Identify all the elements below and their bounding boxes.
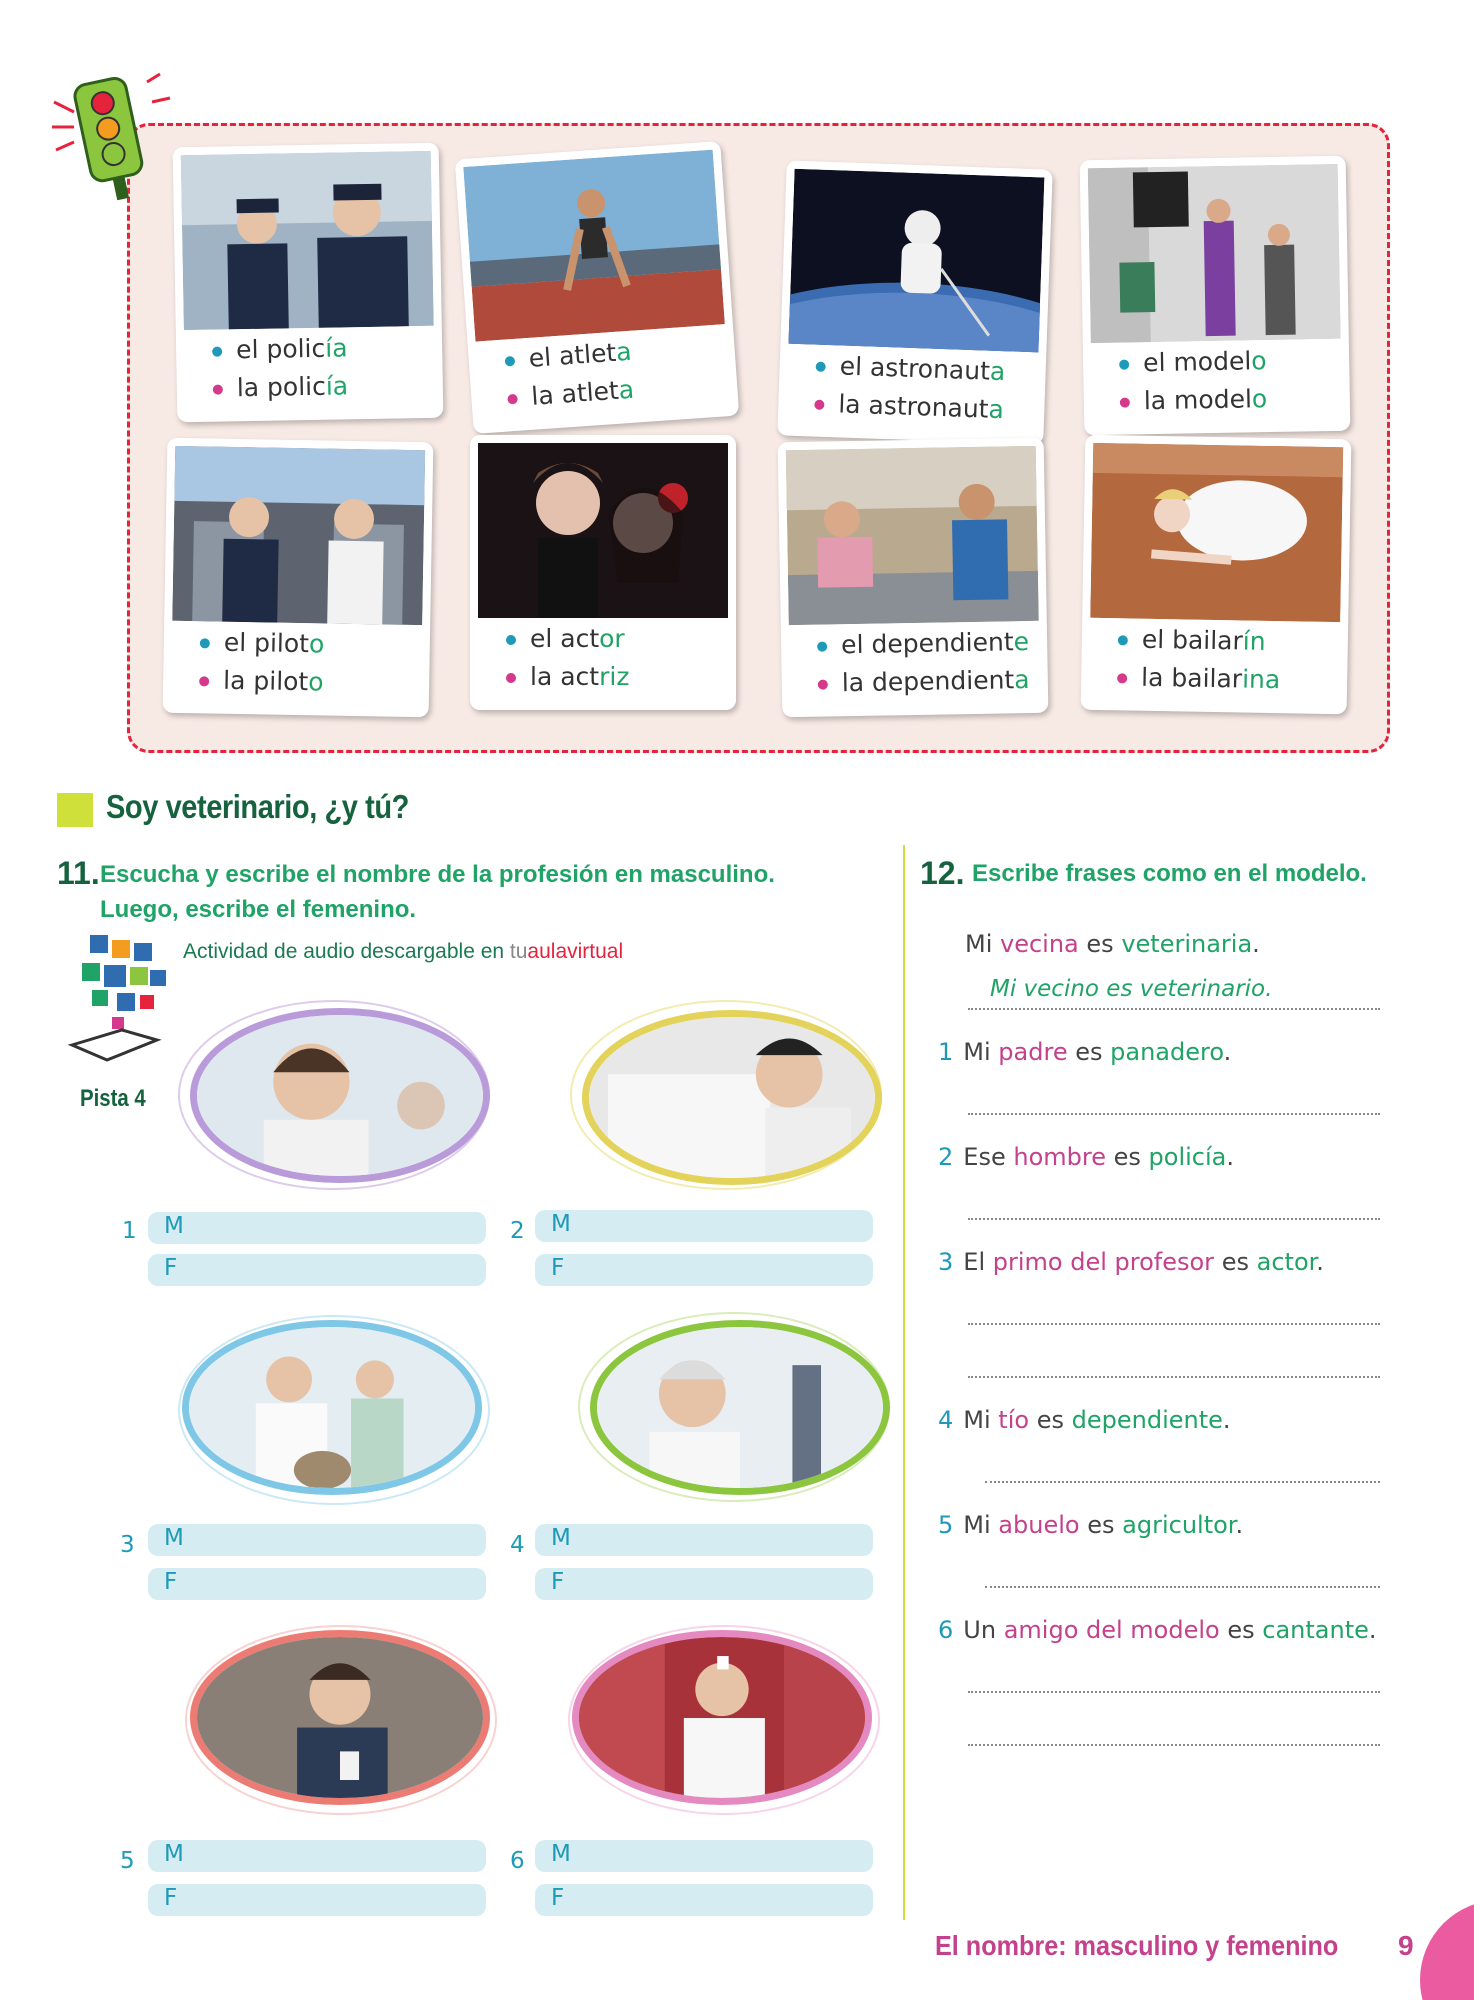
vocab-card-policia bbox=[173, 143, 444, 423]
answer-field-3-feminine[interactable]: F bbox=[148, 1568, 486, 1600]
vocab-card-bailarin bbox=[1081, 435, 1352, 715]
sentence-6: 6 Un amigo del modelo es cantante. bbox=[938, 1616, 1377, 1644]
astronaut-photo bbox=[788, 169, 1044, 353]
feminine-bullet bbox=[1120, 398, 1130, 408]
exercise-11-number: 11. bbox=[57, 855, 100, 891]
section-marker bbox=[57, 793, 93, 827]
model-photo bbox=[1088, 164, 1341, 343]
sentence-3: 3 El primo del profesor es actor. bbox=[938, 1248, 1324, 1276]
model-answer: Mi vecino es veterinario. bbox=[990, 976, 1273, 1002]
feminine-bullet bbox=[213, 385, 223, 395]
sentence-1: 1 Mi padre es panadero. bbox=[938, 1038, 1232, 1066]
photo-reporter bbox=[190, 1630, 490, 1805]
answer-field-1-feminine[interactable]: F bbox=[148, 1254, 486, 1286]
feminine-bullet bbox=[1117, 673, 1127, 683]
traffic-light-icon bbox=[52, 72, 172, 202]
section-title: Soy veterinario, ¿y tú? bbox=[106, 788, 409, 825]
vocab-words: el dependiente la dependienta bbox=[817, 623, 1030, 703]
exercise-11-instruction-2: Luego, escribe el femenino. bbox=[100, 896, 417, 923]
athlete-photo bbox=[463, 150, 725, 342]
shop-assistants-photo bbox=[786, 446, 1039, 625]
photo-call-center-operator bbox=[190, 1008, 490, 1183]
answer-line-5[interactable] bbox=[985, 1586, 1380, 1588]
item-number: 1 bbox=[122, 1218, 137, 1244]
vocab-card-dependiente bbox=[778, 438, 1049, 718]
item-number: 2 bbox=[510, 1218, 525, 1244]
vocab-card-actor bbox=[470, 435, 736, 710]
answer-field-1-masculine[interactable]: M bbox=[148, 1212, 486, 1244]
photo-veterinarian bbox=[182, 1320, 482, 1495]
answer-line-3a[interactable] bbox=[968, 1323, 1380, 1325]
column-divider bbox=[903, 845, 905, 1920]
exercise-12-number: 12. bbox=[920, 855, 965, 891]
masculine-bullet bbox=[817, 642, 827, 652]
ballerina-photo bbox=[1090, 443, 1343, 622]
page-number: 9 bbox=[1398, 1930, 1414, 1961]
photo-butcher bbox=[572, 1630, 872, 1805]
masculine-bullet bbox=[212, 347, 222, 357]
vocab-card-piloto bbox=[163, 438, 434, 718]
item-number: 6 bbox=[510, 1848, 525, 1874]
feminine-bullet bbox=[818, 680, 828, 690]
answer-line-6b[interactable] bbox=[968, 1744, 1380, 1746]
masculine-bullet bbox=[1119, 360, 1129, 370]
photo-illustrator bbox=[582, 1010, 882, 1185]
vocab-words: el astronauta la astronauta bbox=[814, 347, 1006, 430]
feminine-bullet bbox=[506, 673, 516, 683]
sentence-2: 2 Ese hombre es policía. bbox=[938, 1143, 1235, 1171]
model-sentence: Mi vecina es veterinaria. bbox=[965, 930, 1260, 958]
masculine-bullet bbox=[200, 638, 210, 648]
item-number: 5 bbox=[120, 1848, 135, 1874]
feminine-bullet bbox=[814, 400, 824, 410]
exercise-12-instruction: Escribe frases como en el modelo. bbox=[972, 860, 1367, 887]
vocab-words: el actor la actriz bbox=[506, 620, 629, 696]
page-corner-decoration bbox=[1420, 1900, 1474, 2000]
answer-field-6-masculine[interactable]: M bbox=[535, 1840, 873, 1872]
answer-field-2-masculine[interactable]: M bbox=[535, 1210, 873, 1242]
sentence-4: 4 Mi tío es dependiente. bbox=[938, 1406, 1231, 1434]
answer-field-6-feminine[interactable]: F bbox=[535, 1884, 873, 1916]
answer-field-4-masculine[interactable]: M bbox=[535, 1524, 873, 1556]
audio-track-label: Pista 4 bbox=[80, 1085, 146, 1112]
vocab-words: el policía la policía bbox=[212, 329, 349, 407]
answer-line-4[interactable] bbox=[985, 1481, 1380, 1483]
vocab-words: el modelo la modelo bbox=[1119, 342, 1268, 421]
audio-note: Actividad de audio descargable en tuaulavirtual bbox=[183, 940, 624, 963]
footer-title: El nombre: masculino y femenino bbox=[935, 1930, 1339, 1961]
answer-line-6a[interactable] bbox=[968, 1691, 1380, 1693]
audio-app-icon bbox=[62, 935, 172, 1075]
vocab-card-astronauta bbox=[777, 160, 1052, 444]
police-photo bbox=[181, 151, 434, 330]
answer-line-3b[interactable] bbox=[968, 1376, 1380, 1378]
vocab-words: el piloto la piloto bbox=[199, 623, 325, 701]
photo-businessman bbox=[590, 1320, 890, 1495]
masculine-bullet bbox=[1118, 635, 1128, 645]
vocab-words: el bailarín la bailarina bbox=[1117, 620, 1281, 699]
feminine-bullet bbox=[199, 676, 209, 686]
item-number: 4 bbox=[510, 1532, 525, 1558]
actors-photo bbox=[478, 443, 728, 618]
answer-line-1[interactable] bbox=[968, 1113, 1380, 1115]
vocab-card-modelo bbox=[1080, 156, 1351, 436]
item-number: 3 bbox=[120, 1532, 135, 1558]
answer-field-5-feminine[interactable]: F bbox=[148, 1884, 486, 1916]
sentence-5: 5 Mi abuelo es agricultor. bbox=[938, 1511, 1244, 1539]
masculine-bullet bbox=[816, 362, 826, 372]
feminine-bullet bbox=[507, 394, 518, 405]
vocab-card-atleta bbox=[455, 141, 740, 434]
answer-line bbox=[968, 1008, 1380, 1010]
answer-field-3-masculine[interactable]: M bbox=[148, 1524, 486, 1556]
answer-field-2-feminine[interactable]: F bbox=[535, 1254, 873, 1286]
answer-line-2[interactable] bbox=[968, 1218, 1380, 1220]
answer-field-4-feminine[interactable]: F bbox=[535, 1568, 873, 1600]
pilots-photo bbox=[172, 446, 425, 625]
answer-field-5-masculine[interactable]: M bbox=[148, 1840, 486, 1872]
masculine-bullet bbox=[505, 356, 516, 367]
masculine-bullet bbox=[506, 635, 516, 645]
exercise-11-instruction-1: Escucha y escribe el nombre de la profesión en masculino. bbox=[100, 861, 775, 888]
vocab-words: el atleta la atleta bbox=[504, 333, 636, 418]
aula-virtual-link[interactable]: aulavirtual bbox=[527, 940, 624, 963]
